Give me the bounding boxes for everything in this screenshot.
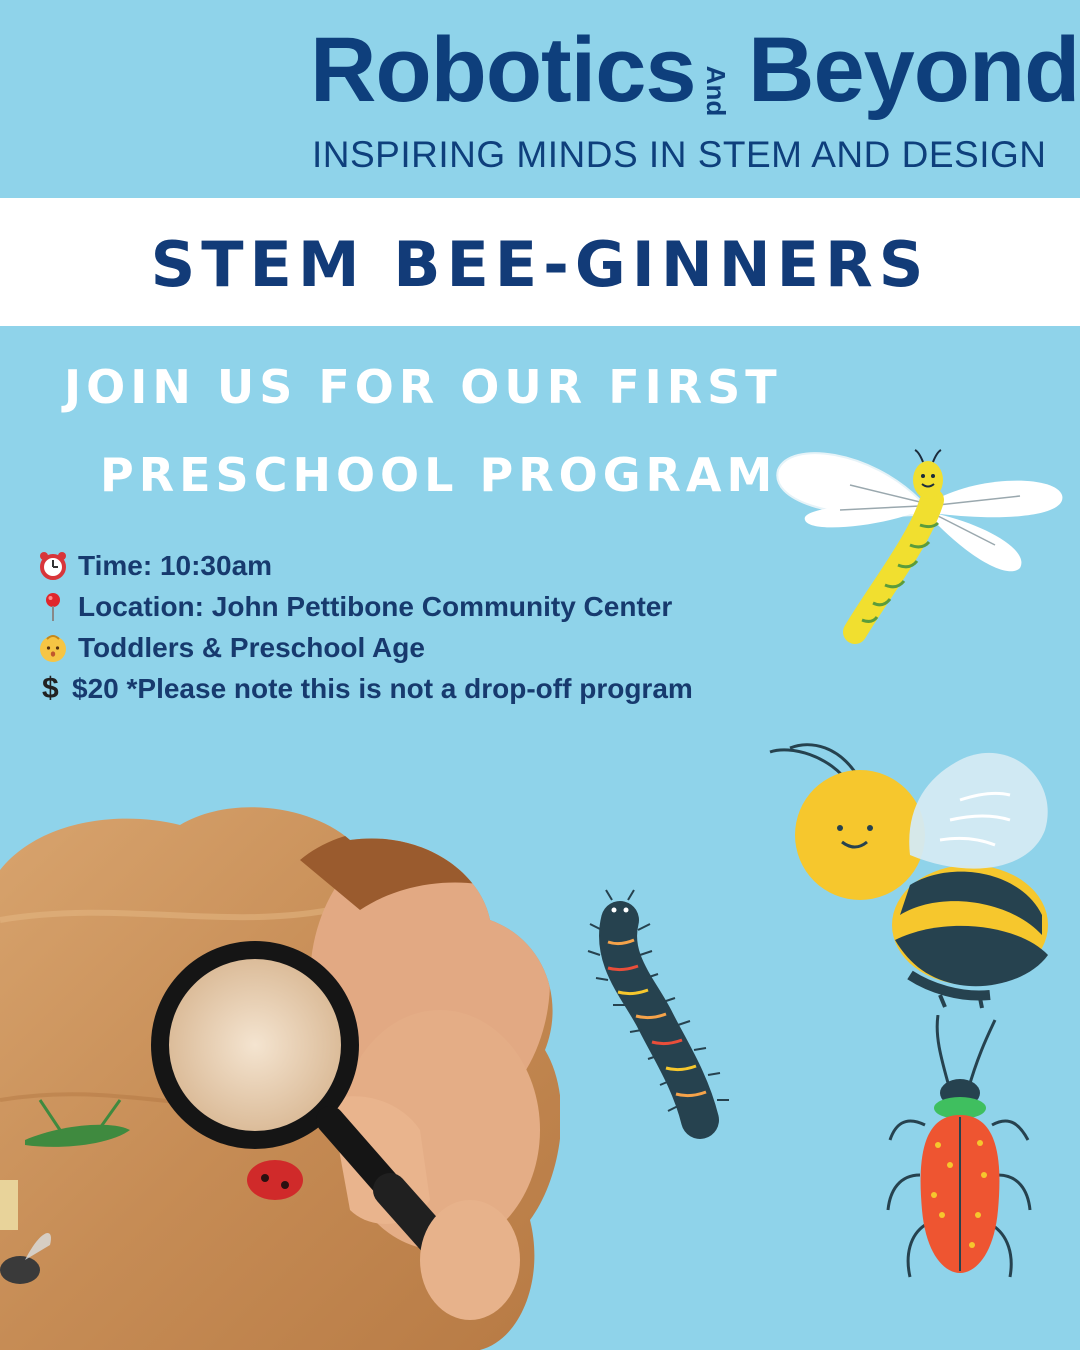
bee-illustration [760,740,1060,1010]
detail-location-text: Location: John Pettibone Community Center [78,590,673,622]
event-details [36,545,693,709]
baby-icon [36,631,70,665]
brand-header [0,0,1080,198]
detail-time [36,545,693,586]
detail-location [36,586,693,627]
detail-time-text: Time: 10:30am [78,549,273,581]
dollar-icon: $ [42,671,59,705]
alarm-clock-icon [36,549,70,583]
brand-name-and: And [701,65,731,117]
headline-line-1: JOIN US FOR OUR FIRST [64,360,782,414]
dragonfly-illustration [770,440,1070,650]
detail-age-text: Toddlers & Preschool Age [78,631,425,663]
child-magnifier-photo [0,800,560,1350]
pin-icon [36,590,70,624]
millipede-illustration [580,880,740,1140]
brand-name-robotics: Robotics [310,19,696,121]
brand-name-beyond: Beyond [748,19,1080,121]
detail-age [36,627,693,668]
title-banner [0,198,1080,326]
headline-line-2: PRESCHOOL PROGRAM [100,448,778,502]
beetle-illustration [880,1015,1040,1285]
brand-tagline: INSPIRING MINDS IN STEM AND DESIGN [312,134,1047,175]
detail-price-text: $20 *Please note this is not a drop-off program [72,672,693,704]
page-title: STEM BEE-GINNERS [150,228,930,301]
detail-price [36,668,693,709]
